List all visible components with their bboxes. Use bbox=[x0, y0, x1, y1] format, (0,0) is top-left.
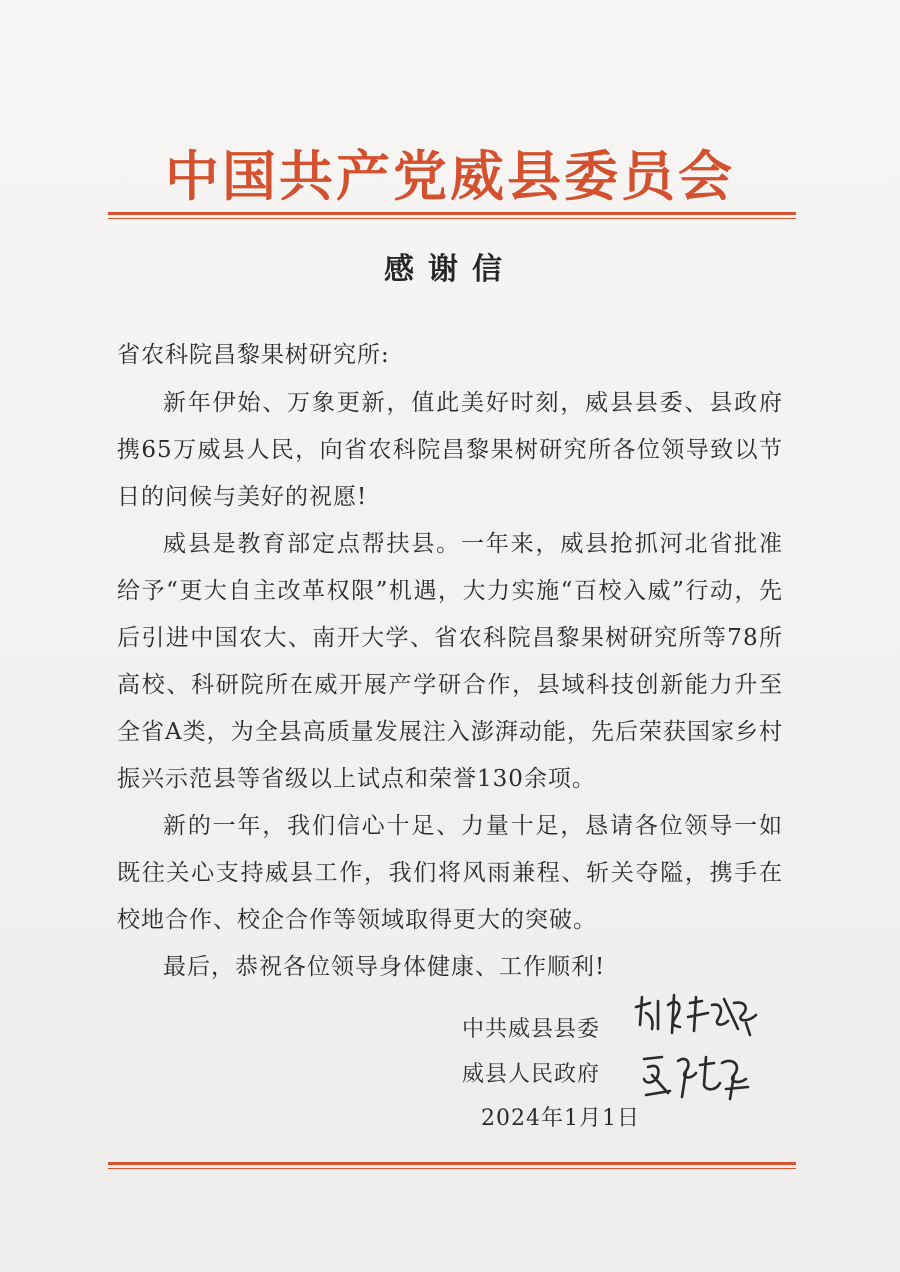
handwritten-signature-2 bbox=[634, 1045, 758, 1107]
header-rule-thick bbox=[108, 212, 796, 215]
letter-date: 2024年1月1日 bbox=[481, 1106, 640, 1131]
header-rule-thin bbox=[108, 218, 796, 219]
paragraph-2: 威县是教育部定点帮扶县。一年来，威县抢抓河北省批准给予“更大自主改革权限”机遇，大力实施“百校入威”行动，先后引进中国农大、南开大学、省农科院昌黎果树研究所等78所高校、科研院所在威开展产学研合作，县域科技创新能力升至全省A类，为全县高质量发展注入澎湃动能，先后荣获国家乡村振兴示范县等省级以上试点和荣誉130余项。 bbox=[117, 531, 783, 792]
footer-rule-thick bbox=[108, 1162, 796, 1165]
signer-county-government: 威县人民政府 bbox=[462, 1062, 601, 1087]
letterhead-title: 中国共产党威县委员会 bbox=[165, 145, 735, 208]
handwritten-signature-1 bbox=[628, 985, 768, 1045]
footer-rule-thin bbox=[108, 1168, 796, 1169]
salutation: 省农科院昌黎果树研究所: bbox=[117, 342, 390, 368]
paragraph-4: 最后，恭祝各位领导身体健康、工作顺利! bbox=[163, 954, 606, 980]
paragraph-3: 新的一年，我们信心十足、力量十足，恳请各位领导一如既往关心支持威县工作，我们将风雨兼程、斩关夺隘，携手在校地合作、校企合作等领域取得更大的突破。 bbox=[117, 813, 783, 933]
letter-title: 感谢信 bbox=[384, 252, 516, 287]
signer-party-committee: 中共威县县委 bbox=[462, 1017, 601, 1042]
letter-body bbox=[117, 380, 783, 991]
paragraph-1: 新年伊始、万象更新，值此美好时刻，威县县委、县政府携65万威县人民，向省农科院昌黎果树研究所各位领导致以节日的问候与美好的祝愿! bbox=[117, 390, 783, 510]
